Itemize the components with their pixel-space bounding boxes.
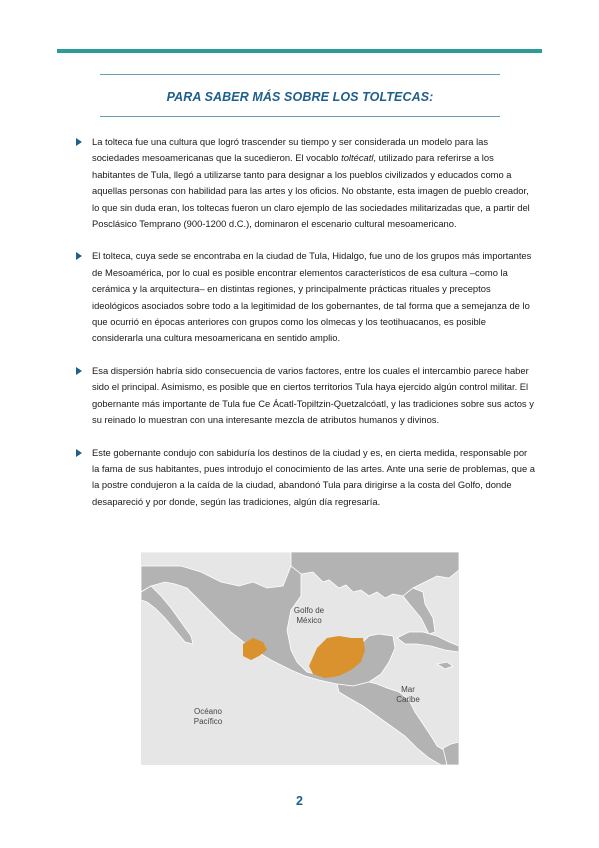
paragraph-1-text-a: La tolteca fue una cultura que logró trascender su tiempo y ser considerada un modelo para las sociedades mesoamericanas que la sucedieron. El vocablo	[92, 136, 489, 164]
paragraph-3-text: Esa dispersión habría sido consecuencia de varios factores, entre los cuales el intercambio parece haber sido el principal. Asimismo, es posible que en ciertos territorios Tula haya ejercido algún control militar. El gobernante más importante de Tula fue Ce Ácatl-Topiltzin-Quetzalcóatl, y las tradiciones sobre sus actos y su reinado lo muestran con una interesante mezcla de atributos humanos y divinos.	[92, 364, 534, 426]
paragraph-4-text: Este gobernante condujo con sabiduría los destinos de la ciudad y es, en cierta medida, responsable por la fama de sus habitantes, pues introdujo el conocimiento de las artes. Ante una serie de problemas, que a la postre condujeron a la caída de la ciudad, abandonó Tula para dirigirse a la costa del Golfo, donde desapareció y por donde, según las tradiciones, algún día regresaría.	[92, 446, 535, 507]
paragraph-2-text: El tolteca, cuya sede se encontraba en la ciudad de Tula, Hidalgo, fue uno de los grupos más importantes de Mesoamérica, por lo cual es posible encontrar elementos característicos de esa cultura –como la cerámica y la arquitectura– en distintas regiones, y principalmente prácticas rituales y preceptos ideológicos asociados sobre todo a la legitimidad de los gobernantes, de tal forma que a semejanza de lo que ocurrió en épocas anteriores con grupos como los olmecas y los teotihuacanos, es posible considerarla una cultura mesoamericana en sentido amplio.	[92, 250, 532, 344]
page-number: 2	[296, 794, 303, 808]
arrow-bullet-icon	[76, 252, 82, 260]
map-label-caribbean-line1: Mar	[401, 685, 415, 694]
paragraph-1-italic-term: toltécatl	[341, 152, 374, 164]
map-label-pacific-line1: Océano	[193, 707, 223, 716]
map-label-pacific-line2: Pacífico	[193, 717, 223, 726]
top-accent-rule	[57, 49, 542, 53]
map-label-gulf-line2: México	[296, 616, 322, 625]
arrow-bullet-icon	[76, 138, 82, 146]
map-label-gulf-line1: Golfo de	[293, 606, 325, 615]
paragraph-4	[75, 445, 537, 511]
page-title: PARA SABER MÁS SOBRE LOS TOLTECAS:	[166, 90, 434, 104]
title-rule-top	[100, 74, 500, 75]
arrow-bullet-icon	[76, 449, 82, 457]
paragraph-1	[75, 134, 537, 232]
mesoamerica-map	[141, 552, 459, 765]
paragraph-1-text-b: , utilizado para referirse a los habitantes de Tula, llegó a utilizarse tanto para designar a los pueblos civilizados y educados como a aquellas personas con habilidad para las artes y los oficios. No obstante, esta imagen de pueblo creador, lo que sin duda eran, los toltecas fueron un claro ejemplo de las sociedades militarizadas que, a partir del Posclásico Temprano (900-1200 d.C.), dominaron el escenario cultural mesoamericano.	[92, 152, 530, 230]
paragraph-3	[75, 363, 537, 429]
paragraph-2	[75, 248, 537, 346]
bullet-list	[75, 134, 537, 510]
arrow-bullet-icon	[76, 367, 82, 375]
map-label-caribbean-line2: Caribe	[396, 695, 420, 704]
title-rule-bottom	[100, 116, 500, 117]
